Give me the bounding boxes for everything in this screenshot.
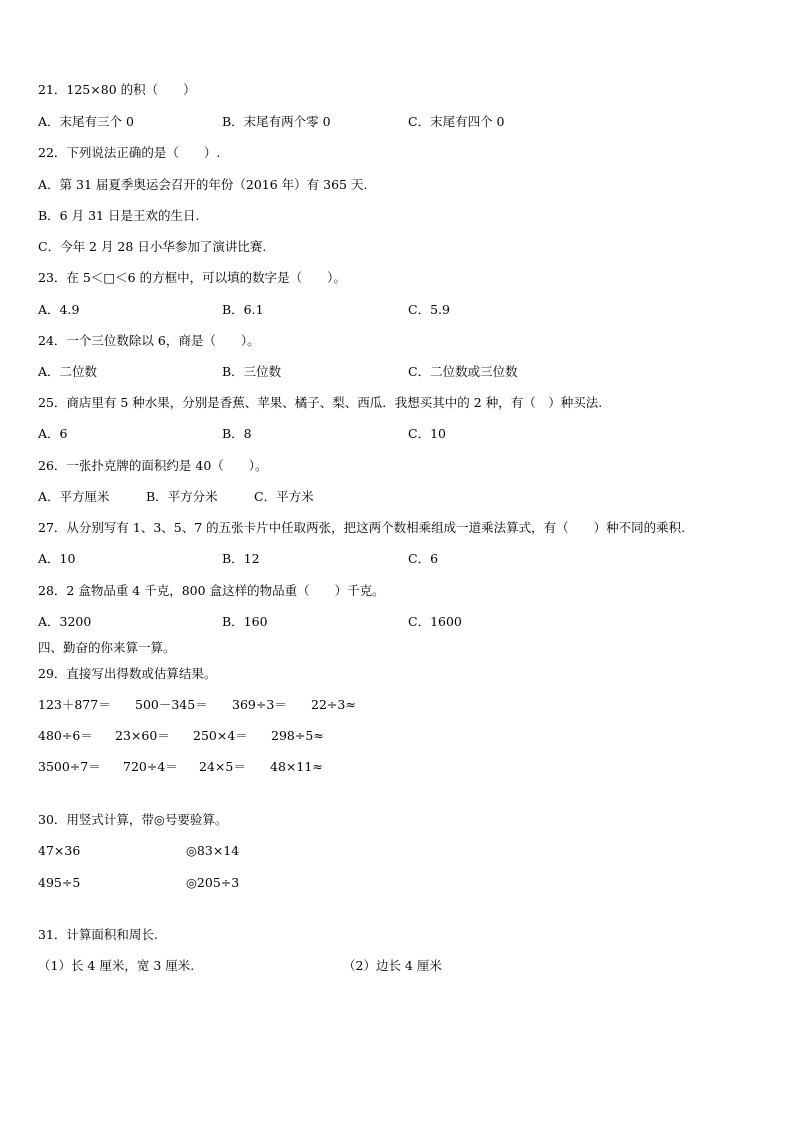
q29-item: 298÷5≈ (271, 728, 324, 743)
q30-item: ◎83×14 (186, 843, 240, 858)
q30-item: 47×36 (38, 843, 81, 858)
q25-stem: 25．商店里有 5 种水果，分别是香蕉、苹果、橘子、梨、西瓜．我想买其中的 2 种，有（ ）种买法. (38, 395, 603, 410)
q29-item: 23×60＝ (115, 728, 170, 743)
q31-part-2: （2）边长 4 厘米 (343, 958, 442, 973)
q28-options (38, 614, 758, 630)
q28-option-b: B．160 (222, 614, 268, 629)
q27-option-b: B．12 (222, 551, 260, 566)
q24-stem: 24．一个三位数除以 6，商是（ ）。 (38, 333, 260, 348)
q29-item: 24×5＝ (199, 759, 246, 774)
q29-item: 123＋877＝ (38, 697, 111, 712)
q31-parts (38, 958, 758, 974)
q22-stem: 22．下列说法正确的是（ ）. (38, 145, 221, 160)
q26-options (38, 489, 758, 505)
q29-item: 720÷4＝ (123, 759, 178, 774)
q24-option-b: B．三位数 (222, 364, 282, 379)
q28-option-c: C．1600 (408, 614, 462, 629)
q24-option-a: A．二位数 (38, 364, 98, 379)
q29-item: 3500÷7＝ (38, 759, 101, 774)
q29-row (38, 759, 758, 775)
q30-row (38, 843, 758, 859)
q29-item: 22÷3≈ (311, 697, 356, 712)
q28-stem: 28．2 盒物品重 4 千克，800 盒这样的物品重（ ）千克。 (38, 583, 385, 598)
q27-option-a: A．10 (38, 551, 76, 566)
q25-options (38, 426, 758, 442)
q25-option-c: C．10 (408, 426, 446, 441)
q22-option-c: C．今年 2 月 28 日小华参加了演讲比赛. (38, 239, 267, 254)
q21-option-c: C．末尾有四个 0 (408, 114, 505, 129)
q24-options (38, 364, 758, 380)
q23-options (38, 302, 758, 318)
q30-item: ◎205÷3 (186, 875, 240, 890)
q26-stem: 26．一张扑克牌的面积约是 40（ ）。 (38, 458, 268, 473)
q21-stem: 21．125×80 的积（ ） (38, 82, 196, 97)
q22-option-b: B．6 月 31 日是王欢的生日. (38, 208, 200, 223)
q29-item: 480÷6＝ (38, 728, 93, 743)
q23-option-a: A．4.9 (38, 302, 80, 317)
q29-row (38, 728, 758, 744)
q27-option-c: C．6 (408, 551, 439, 566)
q23-option-c: C．5.9 (408, 302, 450, 317)
q22-option-a: A．第 31 届夏季奥运会召开的年份（2016 年）有 365 天. (38, 177, 368, 192)
q30-stem: 30．用竖式计算，带◎号要验算。 (38, 812, 228, 827)
q29-item: 250×4＝ (193, 728, 248, 743)
q29-item: 48×11≈ (270, 759, 323, 774)
q25-option-a: A．6 (38, 426, 68, 441)
q25-option-b: B．8 (222, 426, 252, 441)
q29-item: 500－345＝ (135, 697, 208, 712)
q26-option-a: A．平方厘米 (38, 489, 110, 504)
q23-option-b: B．6.1 (222, 302, 264, 317)
q23-stem: 23．在 5＜□＜6 的方框中，可以填的数字是（ ）。 (38, 270, 346, 285)
section-heading: 四、勤奋的你来算一算。 (38, 640, 176, 655)
q31-stem: 31．计算面积和周长. (38, 927, 158, 942)
q26-option-b: B．平方分米 (146, 489, 218, 504)
q31-part-1: （1）长 4 厘米，宽 3 厘米. (38, 958, 195, 973)
q30-row (38, 875, 758, 891)
q30-item: 495÷5 (38, 875, 81, 890)
q21-option-a: A．末尾有三个 0 (38, 114, 134, 129)
q29-item: 369÷3＝ (232, 697, 287, 712)
q27-options (38, 551, 758, 567)
q21-option-b: B．末尾有两个零 0 (222, 114, 331, 129)
q27-stem: 27．从分别写有 1、3、5、7 的五张卡片中任取两张，把这两个数相乘组成一道乘法算式，有（ ）种不同的乘积. (38, 520, 686, 535)
q29-stem: 29．直接写出得数或估算结果。 (38, 666, 217, 681)
q24-option-c: C．二位数或三位数 (408, 364, 518, 379)
q26-option-c: C．平方米 (254, 489, 314, 504)
q21-options (38, 114, 758, 130)
q29-row (38, 697, 758, 713)
q28-option-a: A．3200 (38, 614, 92, 629)
